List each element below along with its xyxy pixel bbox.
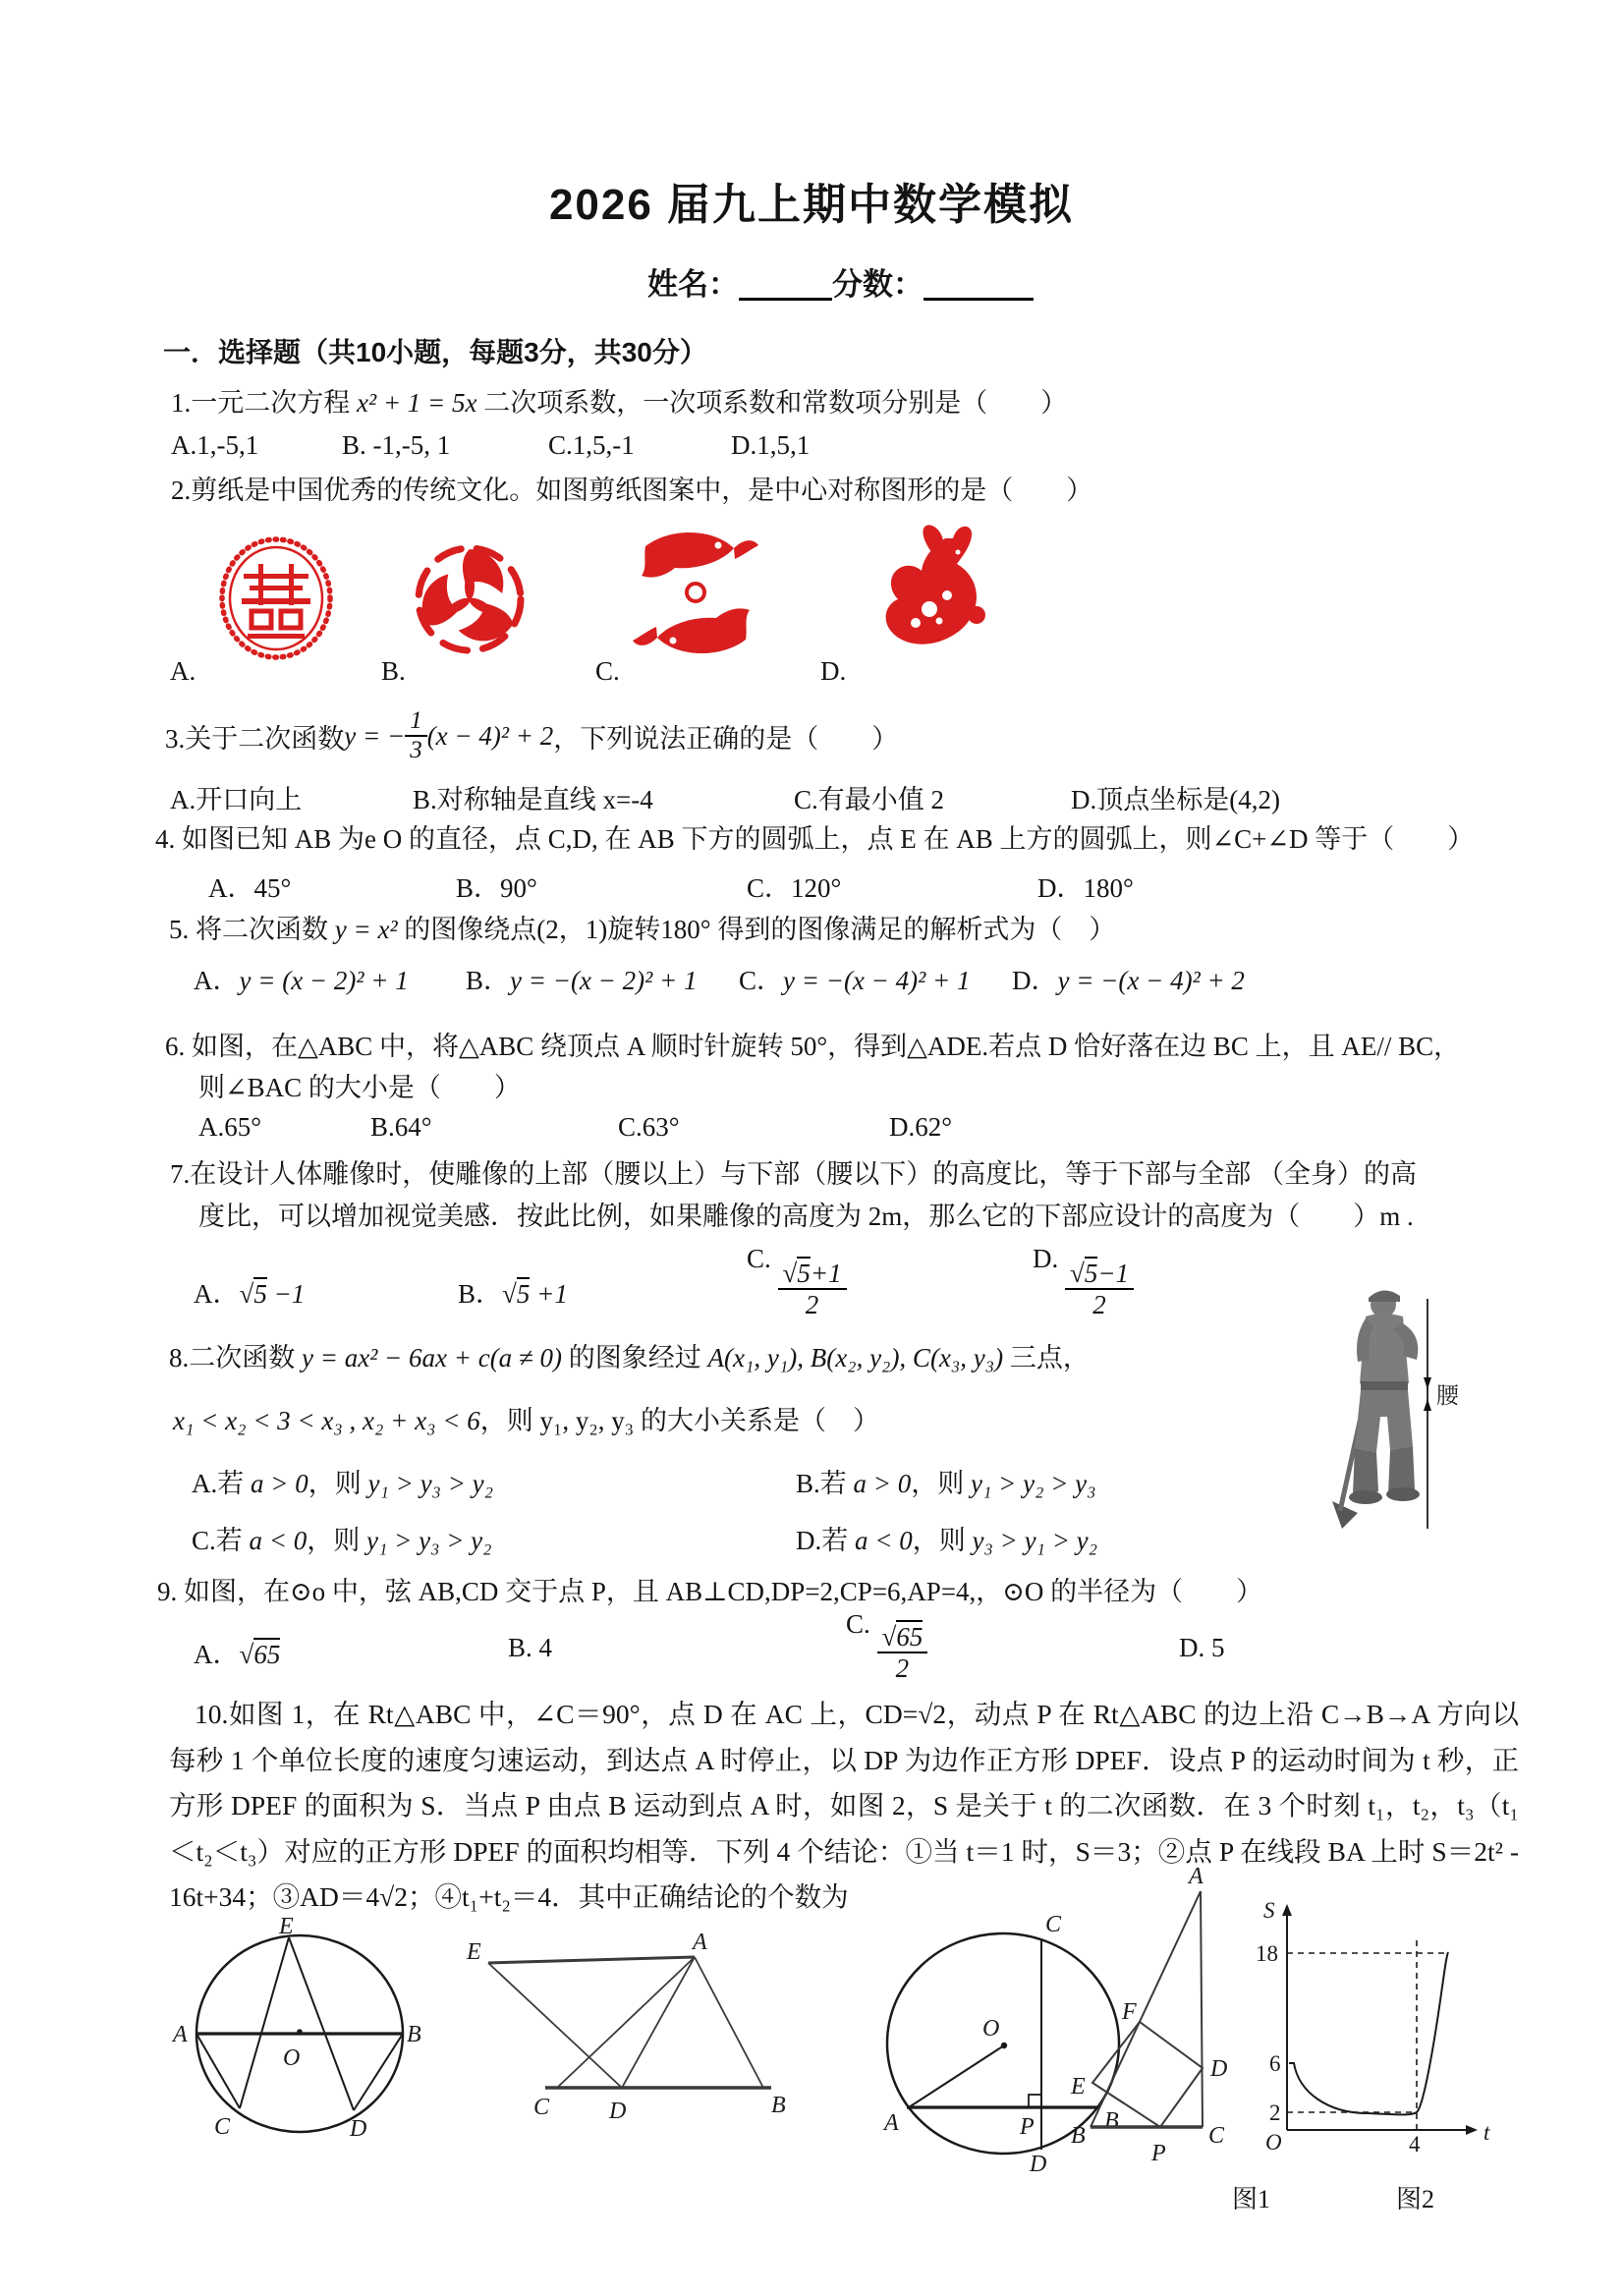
question-8-line1: 8.二次函数 y = ax² − 6ax + c(a ≠ 0) 的图象经过 A(x₁, y₁), B(x₂, y₂), C(x₃, y₃) 三点，	[169, 1343, 1090, 1372]
fig1-caption: 图1	[1232, 2185, 1271, 2213]
q4-label-C: C	[214, 2114, 231, 2140]
name-score-line	[647, 259, 1034, 304]
q6-label-E: E	[467, 1939, 481, 1965]
fig1-label-P: P	[1151, 2141, 1166, 2166]
q9-option-a: A．√65	[194, 1640, 281, 1669]
q9-option-c: C. $\frac{√65}{2}$	[846, 1609, 927, 1683]
q7-option-c-fraction: $\frac{√5+1}{2}$	[778, 1259, 847, 1319]
fig2-tick-6: 6	[1269, 2051, 1281, 2076]
q5-equation: y = x²	[334, 915, 398, 944]
fig2-xlabel-t: t	[1483, 2120, 1490, 2145]
question-3	[165, 705, 898, 766]
q9-label-P: P	[1020, 2114, 1035, 2140]
q9-label-A: A	[884, 2110, 899, 2136]
q5-option-d: D．y = −(x − 4)² + 2	[1012, 966, 1245, 995]
q3-formula-rest: (x − 4)² + 2	[426, 720, 554, 751]
q8-option-c: C.若 a < 0，则 y₁ > y₃ > y₂	[192, 1526, 492, 1555]
q6-option-a: A.65°	[198, 1112, 262, 1142]
q7-option-d-fraction: $\frac{√5-1}{2}$	[1065, 1259, 1134, 1319]
fig2-tick-18: 18	[1256, 1941, 1278, 1966]
q8-option-a: A.若 a > 0，则 y₁ > y₃ > y₂	[192, 1469, 494, 1498]
q9-label-D: D	[1030, 2152, 1047, 2177]
q8-option-d: D.若 a < 0，则 y₃ > y₁ > y₂	[796, 1526, 1098, 1555]
papercut-rabbit	[859, 519, 990, 663]
q7-option-a: A．√5 −1	[194, 1279, 306, 1309]
q4-option-a: A．45°	[208, 873, 292, 903]
q7-option-c: C. $\frac{√5+1}{2}$	[747, 1244, 847, 1319]
q5-option-c: C．y = −(x − 4)² + 1	[739, 966, 971, 995]
q1-pre: 1.一元二次方程	[171, 388, 357, 418]
question-7-line1: 7.在设计人体雕像时，使雕像的上部（腰以上）与下部（腰以下）的高度比，等于下部与全部 （全身）的高	[170, 1159, 1417, 1189]
fig2-tick-4: 4	[1409, 2132, 1421, 2156]
fig2-origin-O: O	[1265, 2130, 1282, 2155]
question-6-line1: 6. 如图，在△ABC 中，将△ABC 绕顶点 A 顺时针旋转 50°，得到△ADE.若点 D 恰好落在边 BC 上，且 AE// BC，	[165, 1032, 1461, 1061]
q2-label-b: B.	[381, 656, 406, 686]
question-8-line2: x₁ < x₂ < 3 < x₃ , x₂ + x₃ < 6，则 y₁, y₂, y₃ 的大小关系是（ ）	[173, 1406, 879, 1435]
q8-option-b: B.若 a > 0，则 y₁ > y₂ > y₃	[796, 1469, 1096, 1498]
q3-option-c: C.有最小值 2	[794, 785, 945, 814]
statue-figure-image	[1326, 1267, 1483, 1542]
score-label: 分数：	[832, 267, 923, 302]
q6-label-A: A	[693, 1930, 707, 1955]
q1-option-b: B. -1,-5, 1	[342, 430, 451, 460]
q3-option-d: D.顶点坐标是(4,2)	[1071, 785, 1280, 814]
x-axis-arrow	[1466, 2125, 1478, 2135]
page-title: 2026 届九上期中数学模拟	[548, 181, 1075, 229]
q3-formula-y: y = −	[344, 720, 406, 751]
q2-label-c: C.	[595, 656, 620, 686]
q9-option-b: B. 4	[508, 1633, 553, 1662]
name-blank-field[interactable]	[739, 268, 832, 301]
q6-label-D: D	[609, 2099, 627, 2124]
fig1-label-D: D	[1210, 2056, 1228, 2082]
q2-label-a: A.	[170, 656, 196, 686]
name-label: 姓名：	[647, 267, 739, 302]
q1-option-c: C.1,5,-1	[548, 430, 635, 460]
fig2-caption: 图2	[1396, 2185, 1435, 2213]
q1-equation: x² + 1 = 5x	[357, 388, 477, 418]
statue-silhouette	[1332, 1290, 1420, 1529]
waist-measure-line	[1424, 1299, 1431, 1529]
q3-option-a: A.开口向上	[170, 785, 303, 814]
q4-label-D: D	[350, 2116, 367, 2142]
q9-option-d: D. 5	[1179, 1633, 1225, 1662]
q6-label-B: B	[771, 2093, 786, 2118]
q4-option-d: D．180°	[1037, 873, 1134, 903]
q9-option-c-fraction: $\frac{√65}{2}$	[877, 1622, 928, 1683]
question-9: 9. 如图，在⊙o 中，弦 AB,CD 交于点 P，且 AB⊥CD,DP=2,CP=6,AP=4,，⊙O 的半径为（ ）	[157, 1577, 1263, 1606]
q3-post: ，下列说法正确的是（ ）	[553, 723, 899, 754]
q9-label-O: O	[982, 2016, 1000, 2042]
q2-label-d: D.	[820, 656, 847, 686]
y-axis-arrow	[1282, 1904, 1292, 1916]
q4-label-O: O	[283, 2045, 301, 2071]
question-7-line2: 度比，可以增加视觉美感．按此比例，如果雕像的高度为 2m，那么它的下部应设计的高度为（ ）m .	[198, 1202, 1414, 1231]
papercut-animal-ring	[407, 541, 532, 657]
fig1-label-C: C	[1208, 2123, 1225, 2149]
q3-fraction: $\frac{1}{3}$	[405, 707, 427, 764]
q5-option-b: B．y = −(x − 2)² + 1	[466, 966, 698, 995]
question-6-line2: 则∠BAC 的大小是（ ）	[198, 1073, 521, 1102]
q6-option-b: B.64°	[370, 1112, 432, 1142]
q4-label-E: E	[279, 1914, 294, 1939]
q4-circle-diagram	[167, 1916, 422, 2147]
fig1-label-A: A	[1189, 1864, 1203, 1889]
waist-label: 腰	[1436, 1383, 1459, 1408]
q9-label-C: C	[1045, 1912, 1062, 1937]
double-happiness-glyph	[242, 564, 310, 639]
q9-label-B: B	[1104, 2108, 1119, 2134]
q6-triangle-diagram	[447, 1926, 791, 2122]
score-blank-field[interactable]	[923, 268, 1034, 301]
question-1	[171, 381, 1067, 420]
q4-label-B: B	[407, 2022, 421, 2047]
q6-option-d: D.62°	[889, 1112, 953, 1142]
q4-option-b: B．90°	[456, 873, 537, 903]
papercut-double-fish	[630, 521, 761, 665]
q5-option-a: A．y = (x − 2)² + 1	[194, 966, 409, 995]
question-4: 4. 如图已知 AB 为e O 的直径，点 C,D, 在 AB 下方的圆弧上，点 E 在 AB 上方的圆弧上，则∠C+∠D 等于（ ）	[155, 824, 1475, 854]
fig1-label-E: E	[1071, 2074, 1086, 2100]
q3-option-b: B.对称轴是直线 x=-4	[413, 785, 653, 814]
q4-label-A: A	[173, 2022, 188, 2047]
fig2-tick-2: 2	[1269, 2100, 1281, 2125]
question-10: 10.如图 1，在 Rt△ABC 中，∠C＝90°，点 D 在 AC 上，CD=√2，动点 P 在 Rt△ABC 的边上沿 C→B→A 方向以每秒 1 个单位长度的速度匀速运动，到达点 A 时停止，以 DP 为边作正方形 DPEF．设点 P 的运动时间为 t 秒，正方形 DPEF 的面积为 S．当点 P 由点 B 运动到点 A 时，如图 2，S 是关于 t 的二次函数．在 3 个时刻 t₁，t₂，t₃（t₁＜t₂＜t₃）对应的正方形 DPEF 的面积均相等．下列 4 个结论：①当 t＝1 时，S＝3；②点 P 在线段 BA 上时 S＝2t² - 16t+34；③AD＝4√2；④t₁+t₂＝4．其中正确结论的个数为	[169, 1699, 1519, 1912]
fig1-label-B: B	[1071, 2123, 1086, 2149]
section-heading: 一．选择题（共10小题，每题3分，共30分）	[163, 337, 707, 367]
fig1-label-F: F	[1122, 1999, 1137, 2025]
fig2-st-graph	[1248, 1896, 1523, 2156]
question-5: 5. 将二次函数 y = x² 的图像绕点(2，1)旋转180° 得到的图像满足的解析式为（ ）	[169, 915, 1116, 944]
q7-option-b: B．√5 +1	[458, 1279, 568, 1309]
q4-option-c: C．120°	[747, 873, 842, 903]
papercut-double-happiness	[218, 536, 334, 660]
q6-label-C: C	[533, 2095, 550, 2120]
q1-post: 二次项系数，一次项系数和常数项分别是（ ）	[476, 388, 1068, 418]
question-2: 2.剪纸是中国优秀的传统文化。如图剪纸图案中，是中心对称图形的是（ ）	[171, 476, 1093, 505]
q7-option-d: D. $\frac{√5-1}{2}$	[1033, 1244, 1134, 1319]
fig2-ylabel-S: S	[1263, 1898, 1275, 1923]
q1-option-a: A.1,-5,1	[171, 430, 259, 460]
q6-option-c: C.63°	[618, 1112, 680, 1142]
q3-pre: 3.关于二次函数	[165, 723, 345, 754]
q1-option-d: D.1,5,1	[731, 430, 811, 460]
